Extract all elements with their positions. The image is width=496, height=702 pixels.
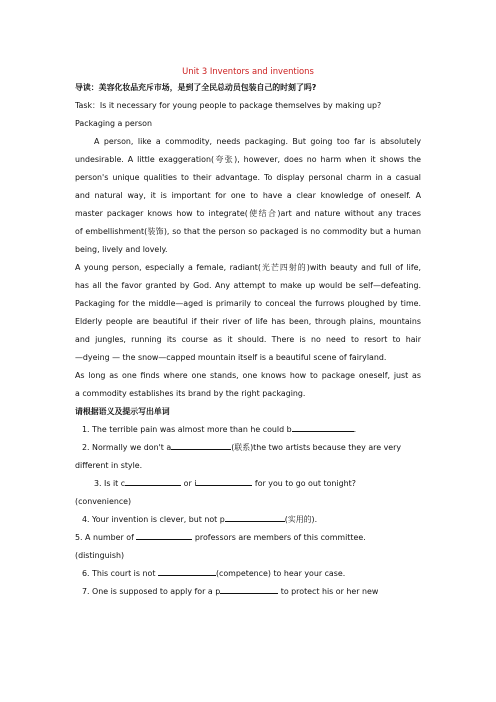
question-text: 2. Normally we don't a [82, 443, 172, 452]
question-text: 5. A number of [75, 533, 137, 542]
question-text: or i [181, 479, 197, 488]
question-1 [82, 424, 421, 435]
paragraph2-line: has all the favor granted by God. Any attempt to make up would be self—defeating. [75, 281, 421, 290]
question-text: (联系)the two artists because they are very [231, 443, 402, 452]
question-text: 1. The terrible pain was almost more than he could b [82, 425, 292, 434]
question-2-continued: different in style. [75, 461, 143, 470]
document-title: Unit 3 Inventors and inventions [182, 66, 314, 76]
answer-blank[interactable] [136, 539, 192, 540]
question-5-continued: (distinguish) [75, 551, 125, 560]
lead-text: 导读：美容化妆品充斥市场，是到了全民总动员包装自己的时刻了吗? [75, 83, 317, 92]
paragraph1-line: person's unique qualities to their advantage. To display personal charm in a casual [75, 173, 421, 182]
question-7 [82, 586, 421, 597]
question-text: to protect his or her new [278, 587, 379, 596]
question-text: 4. Your invention is clever, but not p [82, 515, 225, 524]
answer-blank[interactable] [196, 485, 252, 486]
question-3 [94, 478, 421, 489]
paragraph1-line: master packager knows how to integrate(使结合)art and nature without any traces [75, 209, 421, 218]
answer-blank[interactable] [125, 485, 181, 486]
paragraph2-line: Packaging for the middle—aged is primarily to conceal the furrows ploughed by time. [75, 299, 421, 308]
question-text: professors are members of this committee. [192, 533, 366, 542]
answer-blank[interactable] [158, 575, 216, 576]
question-text: 7. One is supposed to apply for a p [82, 587, 221, 596]
answer-blank[interactable] [220, 593, 278, 594]
paragraph1-line: A person, like a commodity, needs packaging. But going too far is absolutely [94, 137, 421, 146]
question-5 [75, 532, 421, 543]
exercise-heading: 请根据语义及提示写出单词 [75, 407, 170, 416]
paragraph1-line: being, lively and lovely. [75, 245, 168, 254]
question-2 [82, 442, 421, 453]
paragraph3-line: As long as one finds where one stands, one knows how to package oneself, just as [75, 371, 421, 380]
paragraph2-line: and jungles, running its course as it should. There is no need to resort to hair [75, 335, 421, 344]
paragraph1-line: and natural way, it is important for one to have a clear knowledge of oneself. A [75, 191, 421, 200]
paragraph2-line: —dyeing — the snow—capped mountain itself is a beautiful scene of fairyland. [75, 353, 387, 362]
paragraph2-line: A young person, especially a female, radiant(光芒四射的)with beauty and full of life, [75, 263, 421, 272]
question-text: for you to go out tonight? [252, 479, 356, 488]
question-6 [82, 568, 421, 579]
question-4 [82, 514, 421, 525]
question-3-continued: (convenience) [75, 497, 132, 506]
question-text: 6. This court is not [82, 569, 158, 578]
paragraph2-line: Elderly people are beautiful if their river of life has been, through plains, mountains [75, 317, 421, 326]
paragraph1-line: of embellishment(装饰), so that the person so packaged is no commodity but a human [75, 227, 421, 236]
question-text: (实用的). [284, 515, 318, 524]
paragraph1-line: undesirable. A little exaggeration(夸张), however, does no harm when it shows the [75, 155, 421, 164]
answer-blank[interactable] [225, 521, 285, 522]
task-text: Task：Is it necessary for young people to package themselves by making up? [75, 101, 382, 110]
question-text: . [353, 425, 357, 434]
question-text: (competence) to hear your case. [215, 569, 346, 578]
question-text: 3. Is it c [94, 479, 126, 488]
paragraph3-line: a commodity establishes its brand by the right packaging. [75, 389, 306, 398]
answer-blank[interactable] [171, 449, 231, 450]
section-title: Packaging a person [75, 119, 152, 128]
answer-blank[interactable] [292, 431, 354, 432]
